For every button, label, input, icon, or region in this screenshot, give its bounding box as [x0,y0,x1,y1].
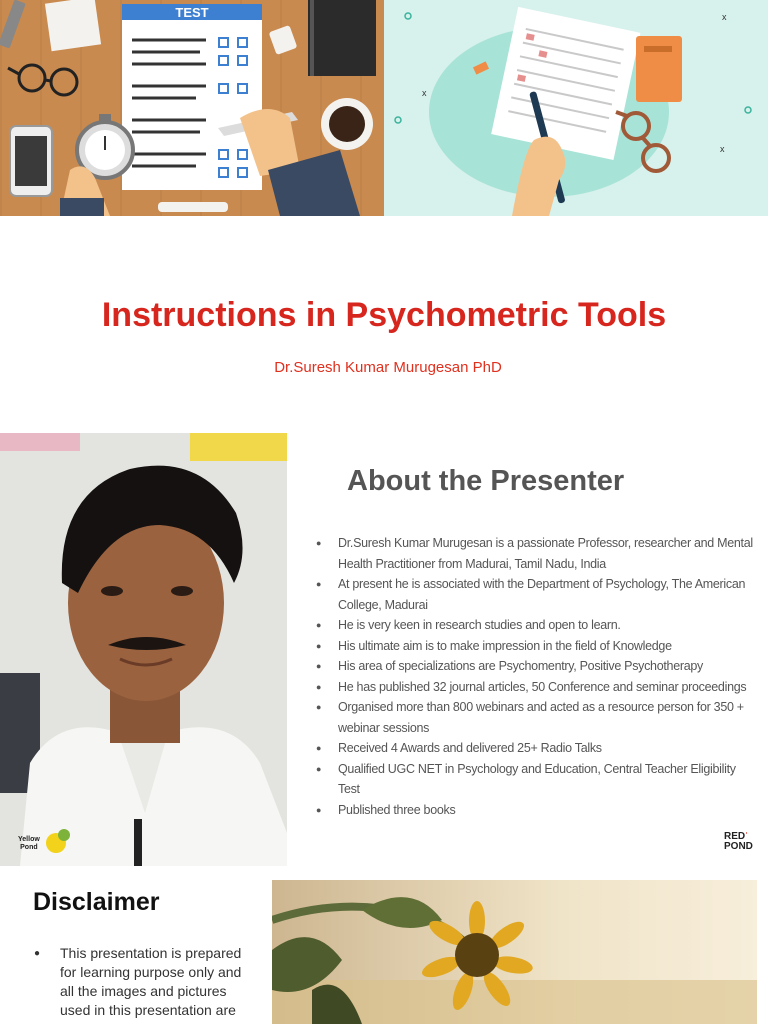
sunflower-image [272,880,757,1024]
yellow-pond-logo [18,836,40,852]
sunflower-graphic [272,880,757,1024]
header-banner [0,0,768,216]
bullet-item: ● His ultimate aim is to make impression in the field of Knowledge [316,636,756,657]
bullet-item: ● At present he is associated with the Department of Psychology, The American College, Madurai [316,574,756,615]
test-desk-graphic [0,0,384,216]
title-slide [0,216,768,433]
presentation-title: Instructions in Psychometric Tools [101,296,667,334]
form-writing-illustration [384,0,768,216]
form-writing-graphic [384,0,768,216]
about-presenter-slide [0,433,768,866]
bullet-item: ● He has published 32 journal articles, 50 Conference and seminar proceedings [316,677,756,698]
presenter-photo [0,433,287,866]
red-pond-logo-text-red: RED [724,831,746,842]
svg-text:x: x [422,88,427,98]
bullet-item: ● Organised more than 800 webinars and acted as a resource person for 350 + webinar sessions [316,697,756,738]
svg-text:x: x [720,144,725,154]
bullet-item: ● Dr.Suresh Kumar Murugesan is a passionate Professor, researcher and Mental Health Practitioner from Madurai, Tamil Nadu, India [316,533,756,574]
test-label: TEST [175,5,209,20]
presenter-bullet-list [316,533,756,820]
bullet-item: ● Received 4 Awards and delivered 25+ Radio Talks [316,738,756,759]
bullet-item: ● Qualified UGC NET in Psychology and Education, Central Teacher Eligibility Test [316,759,756,800]
red-pond-flame-icon: ʾ [745,831,749,841]
disclaimer-list [34,944,249,1020]
svg-text:x: x [722,12,727,22]
disclaimer-heading: Disclaimer [33,888,160,916]
yellow-pond-logo-line2: Pond [20,844,38,851]
yellow-pond-logo-line1: Yellow [18,836,40,843]
disclaimer-slide [0,866,768,1024]
red-pond-logo [724,831,764,861]
author-name: Dr.Suresh Kumar Murugesan PhD [274,359,502,376]
test-desk-illustration [0,0,384,216]
presenter-portrait [0,433,287,866]
bullet-item: ● His area of specializations are Psychomentry, Positive Psychotherapy [316,656,756,677]
about-heading: About the Presenter [347,465,625,497]
red-pond-logo-line2: POND [724,841,753,852]
disclaimer-text: ● This presentation is prepared for learning purpose only and all the images and pictures used in this presentation are [34,944,249,1020]
bullet-item: ● He is very keen in research studies and open to learn. [316,615,756,636]
bullet-item: ● Published three books [316,800,756,821]
